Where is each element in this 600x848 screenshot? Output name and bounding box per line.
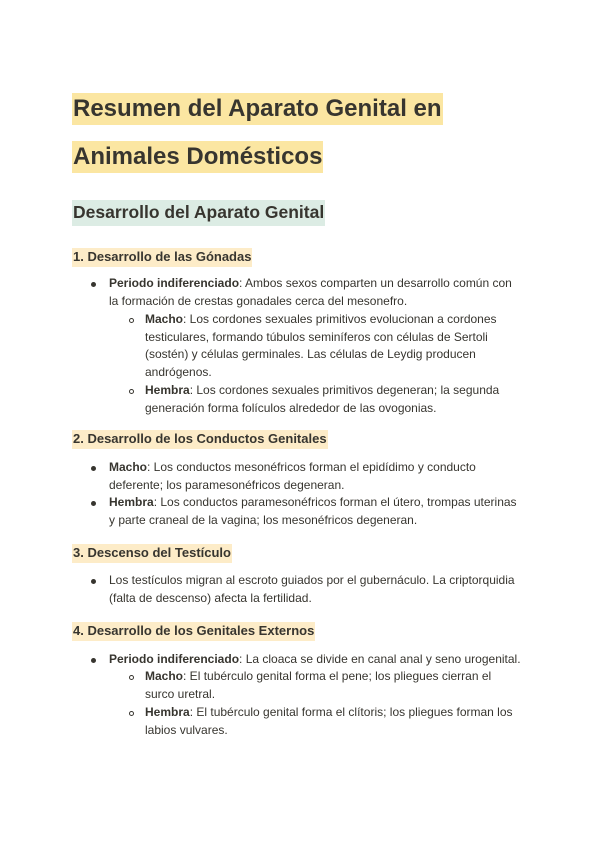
sub-list-item: Hembra: El tubérculo genital forma el clítoris; los pliegues forman los labios vulvares. [145,705,513,737]
subsection-heading-3: 3. Descenso del Testículo [72,545,232,560]
list-item: Periodo indiferenciado: La cloaca se divide en canal anal y seno urogenital. [109,652,521,666]
sub-bullet-icon [129,711,134,716]
subsection-heading-2: 2. Desarrollo de los Conductos Genitales [72,431,328,446]
subsection-heading-4: 4. Desarrollo de los Genitales Externos [72,623,315,638]
sub-bullet-icon [129,318,134,323]
sub-list-item: Macho: Los cordones sexuales primitivos evolucionan a cordones testiculares, formando túbulos seminíferos con células de Sertoli (sostén) y células germinales. Las células de Leydig producen andrógenos. [145,312,497,379]
title-line-1: Resumen del Aparato Genital en [72,94,443,124]
section-heading: Desarrollo del Aparato Genital [72,202,325,223]
list-item: Los testículos migran al escroto guiados por el gubernáculo. La criptorquidia (falta de descenso) afecta la fertilidad. [109,573,515,605]
sub-bullet-icon [129,675,134,680]
bullet-icon [91,658,96,663]
bullet-icon [91,501,96,506]
list-item: Periodo indiferenciado: Ambos sexos comparten un desarrollo común con la formación de crestas gonadales cerca del mesonefro. [109,276,512,308]
sub-list-item: Hembra: Los cordones sexuales primitivos degeneran; la segunda generación forma folículos alrededor de las ovogonias. [145,383,500,415]
list-item: Hembra: Los conductos paramesonéfricos forman el útero, trompas uterinas y parte craneal de la vagina; los mesonéfricos degeneran. [109,495,517,527]
subsection-heading-1: 1. Desarrollo de las Gónadas [72,249,252,264]
sub-list-item: Macho: El tubérculo genital forma el pene; los pliegues cierran el surco uretral. [145,669,492,701]
bullet-icon [91,282,96,287]
bullet-icon [91,579,96,584]
list-item: Macho: Los conductos mesonéfricos forman el epidídimo y conducto deferente; los paramesonéfricos degeneran. [109,460,476,492]
title-line-2: Animales Domésticos [72,142,323,172]
bullet-icon [91,466,96,471]
sub-bullet-icon [129,389,134,394]
